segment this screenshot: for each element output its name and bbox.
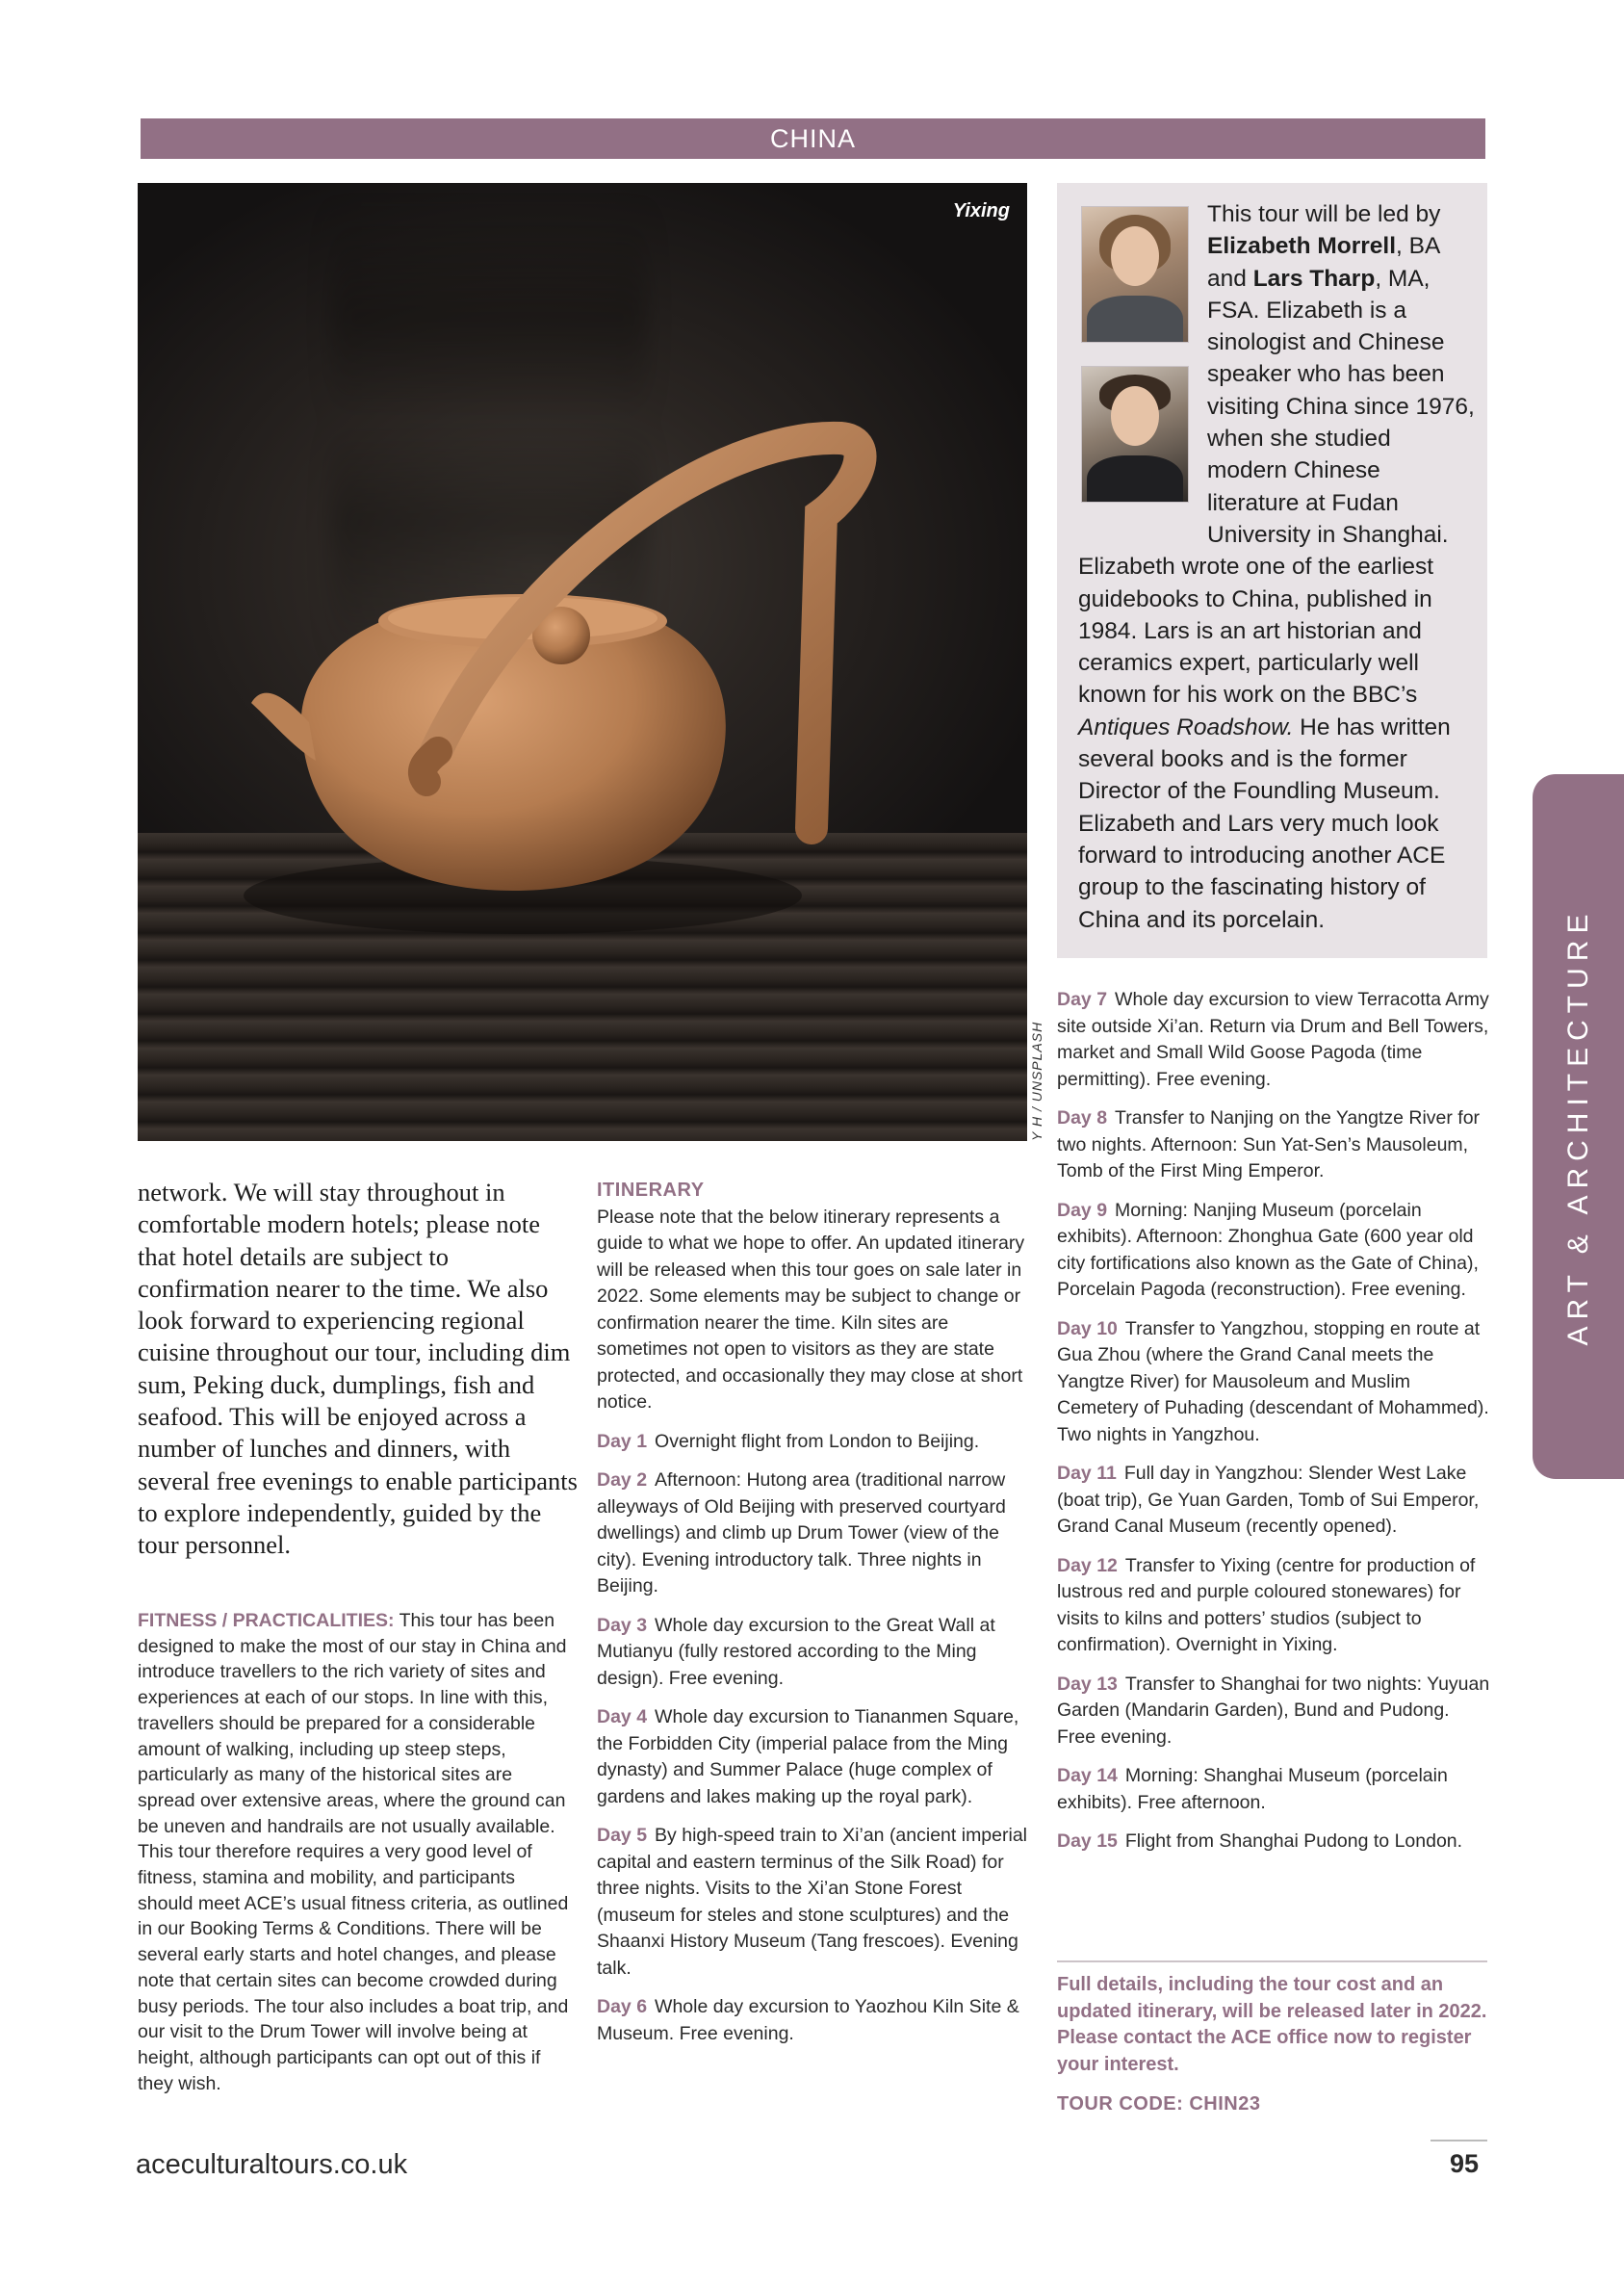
leader-name-1: Elizabeth Morrell <box>1207 233 1397 260</box>
itinerary-day: Day 9 Morning: Nanjing Museum (porcelain exhibits). Afternoon: Zhonghua Gate (600 year old city fortifications also known as the Gate of China), Porcelain Pagoda (reconstruction). Free evening. <box>1057 1199 1479 1300</box>
tour-code: TOUR CODE: CHIN23 <box>1057 2093 1261 2115</box>
itinerary-day: Day 10 Transfer to Yangzhou, stopping en route at Gua Zhou (where the Grand Canal meets the Yangtze River) for Mausoleum and Muslim Cemetery of Puhading (descendant of Mohammed). Two nights in Yangzhou. <box>1057 1317 1489 1445</box>
teapot-illustration <box>138 183 1027 1141</box>
itinerary-day: Day 3 Whole day excursion to the Great Wall at Mutianyu (fully restored according to the Ming design). Free evening. <box>597 1614 995 1689</box>
itinerary-day: Day 5 By high-speed train to Xi’an (ancient imperial capital and eastern terminus of the Silk Road) for three nights. Visits to the Xi’an Stone Forest (museum for steles and stone sculptures) and the Shaanxi History Museum (Tang frescoes). Evening talk. <box>597 1825 1027 1979</box>
section-header-band <box>141 118 1485 159</box>
website-url: aceculturaltours.co.uk <box>136 2149 408 2180</box>
itinerary-day: Day 2 Afternoon: Hutong area (traditional narrow alleyways of Old Beijing with preserved courtyard dwellings) and climb up Drum Tower (view of the city). Evening introductory talk. Three nights in Beijing. <box>597 1469 1006 1596</box>
page-number: 95 <box>1450 2149 1480 2178</box>
itinerary-intro: Please note that the below itinerary represents a guide to what we hope to offer. An updated itinerary will be released when this tour goes on sale later in 2022. Some elements may be subject to change or confirmation nearer the time. Kiln sites are sometimes not open to visitors as they are state protected, and occasionally they may close at short notice. <box>597 1206 1025 1413</box>
section-title: CHINA <box>769 123 856 153</box>
tour-leader-box <box>1057 183 1487 958</box>
itinerary-column-right <box>1057 987 1490 1868</box>
itinerary-day: Day 13 Transfer to Shanghai for two nights: Yuyuan Garden (Mandarin Garden), Bund and Pudong. Free evening. <box>1057 1673 1490 1748</box>
itinerary-day: Day 4 Whole day excursion to Tiananmen Square, the Forbidden City (imperial palace from the Ming dynasty) and Summer Palace (huge complex of gardens and lakes making up the royal park). <box>597 1706 1019 1807</box>
photo-credit: Y H / UNSPLASH <box>1029 1021 1044 1141</box>
itinerary-day: Day 15 Flight from Shanghai Pudong to London. <box>1057 1830 1463 1852</box>
fitness-heading: FITNESS / PRACTICALITIES: <box>138 1610 395 1631</box>
itinerary-day: Day 11 Full day in Yangzhou: Slender West Lake (boat trip), Ge Yuan Garden, Tomb of Sui Emperor, Grand Canal Museum (recently opened). <box>1057 1463 1480 1537</box>
teapot-photo <box>138 183 1027 1141</box>
itinerary-day: Day 7 Whole day excursion to view Terracotta Army site outside Xi’an. Return via Drum and Bell Towers, market and Small Wild Goose Pagoda (time permitting). Free evening. <box>1057 989 1489 1090</box>
divider <box>1057 1960 1487 1962</box>
tv-show-title: Antiques Roadshow. <box>1078 714 1294 740</box>
itinerary-day: Day 1 Overnight flight from London to Beijing. <box>597 1430 980 1452</box>
divider <box>1431 2140 1487 2141</box>
itinerary-day: Day 8 Transfer to Nanjing on the Yangtze River for two nights. Afternoon: Sun Yat-Sen’s Mausoleum, Tomb of the First Ming Emperor. <box>1057 1107 1481 1181</box>
itinerary-heading: ITINERARY <box>597 1180 705 1201</box>
section-side-tab <box>1533 774 1624 1479</box>
fitness-text: This tour has been designed to make the most of our stay in China and introduce travellers to the rich variety of sites and experiences at each of our stops. In line with this, travellers should be prepared for a considerable amount of walking, including up steep steps, particularly as many of the historical sites are spread over extensive areas, where the ground can be uneven and handrails are not usually available. This tour therefore requires a very good level of fitness, stamina and mobility, and participants should meet ACE’s usual fitness criteria, as outlined in our Booking Terms & Conditions. There will be several early starts and hotel changes, and please note that certain sites can become crowded during busy periods. The tour also includes a boat trip, and our visit to the Drum Tower will involve being at height, although participants can opt out of this if they wish. <box>138 1610 569 2094</box>
itinerary-day: Day 6 Whole day excursion to Yaozhou Kiln Site & Museum. Free evening. <box>597 1996 1019 2044</box>
photo-caption: Yixing <box>952 200 1010 221</box>
itinerary-day: Day 14 Morning: Shanghai Museum (porcelain exhibits). Free afternoon. <box>1057 1765 1448 1813</box>
itinerary-day: Day 12 Transfer to Yixing (centre for production of lustrous red and purple coloured stonewares) for visits to kilns and potters’ studios (subject to confirmation). Overnight in Yixing. <box>1057 1554 1476 1655</box>
side-tab-label: ART & ARCHITECTURE <box>1561 907 1594 1346</box>
intro-paragraph: network. We will stay throughout in comfortable modern hotels; please note that hotel details are subject to confirmation nearer to the time. We also look forward to experiencing regional cuisine throughout our tour, including dim sum, Peking duck, dumplings, fish and seafood. This will be enjoyed across a number of lunches and dinners, with several free evenings to enable participants to explore independently, guided by the tour personnel. <box>138 1178 578 1560</box>
itinerary-column-left <box>597 1178 1030 2060</box>
fitness-section <box>138 1608 571 2096</box>
leader-name-2: Lars Tharp <box>1252 265 1376 292</box>
details-note: Full details, including the tour cost and an updated itinerary, will be released later in 2022. Please contact the ACE office now to register your interest. <box>1057 1974 1487 2075</box>
tour-leader-bio: This tour will be led by Elizabeth Morrell, BA and Lars Tharp, MA, FSA. Elizabeth is a sinologist and Chinese speaker who has been visiting China since 1976, when she studied modern Chinese literature at Fudan University in Shanghai. Elizabeth wrote one of the earliest guidebooks to China, published in 1984. Lars is an art historian and ceramics expert, particularly well known for his work on the BBC’s Antiques Roadshow. He has written several books and is the former Director of the Foundling Museum. Elizabeth and Lars very much look forward to introducing another ACE group to the fascinating history of China and its porcelain. <box>1078 201 1475 933</box>
